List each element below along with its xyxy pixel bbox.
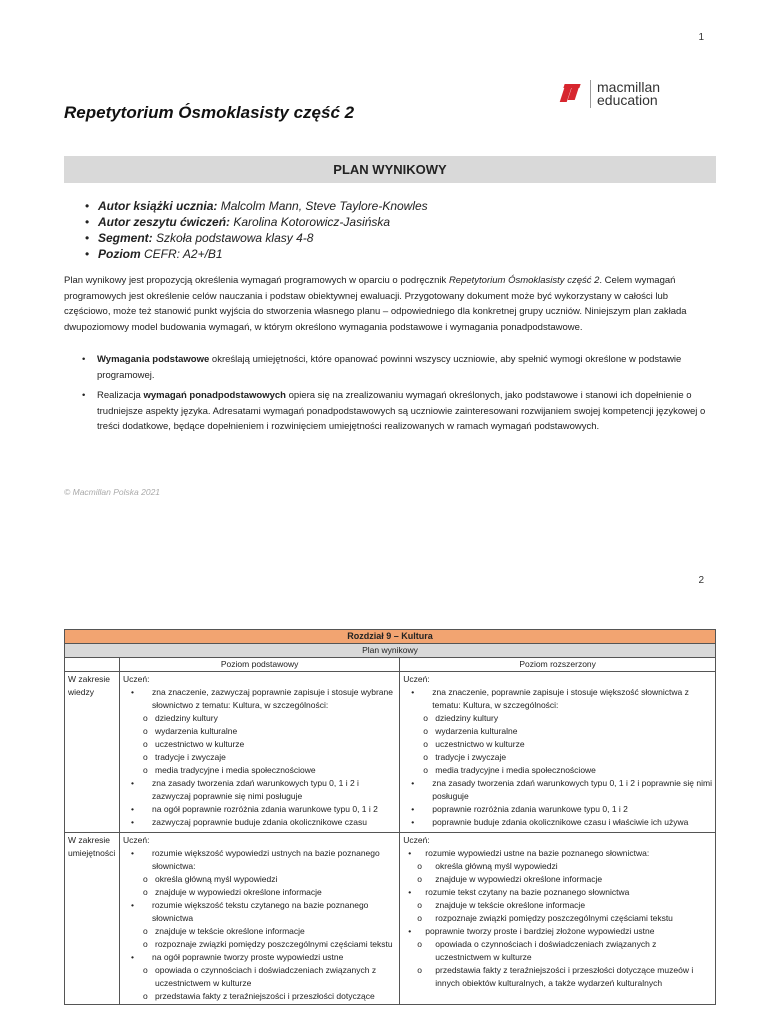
- list-item: o rozpoznaje związki pomiędzy poszczególnymi częściami tekstu: [123, 938, 396, 951]
- logo-divider: [590, 80, 591, 108]
- list-item: • poprawnie rozróżnia zdania warunkowe typu 0, 1 i 2: [403, 803, 712, 816]
- cell-intro: Uczeń:: [403, 835, 430, 845]
- chapter-title: Rozdział 9 – Kultura: [65, 630, 716, 644]
- list-item: o tradycje i zwyczaje: [403, 751, 712, 764]
- list-item: o dziedziny kultury: [123, 712, 396, 725]
- list-item: o uczestnictwo w kulturze: [403, 738, 712, 751]
- list-item: o przedstawia fakty z teraźniejszości i przeszłości dotyczące: [123, 990, 396, 1003]
- list-item: • zazwyczaj poprawnie buduje zdania okolicznikowe czasu: [123, 816, 396, 829]
- page-number: 1: [698, 32, 704, 43]
- list-item: o znajduje w tekście określone informacje: [403, 899, 712, 912]
- list-item: • rozumie większość tekstu czytanego na bazie poznanego słownictwa: [123, 899, 396, 925]
- list-item: o znajduje w wypowiedzi określone informacje: [123, 886, 396, 899]
- meta-item: • Poziom CEFR: A2+/B1: [98, 246, 428, 262]
- row-label: W zakresie wiedzy: [65, 672, 120, 833]
- meta-item: • Autor zeszytu ćwiczeń: Karolina Kotorowicz-Jasińska: [98, 214, 428, 230]
- cell-intro: Uczeń:: [123, 835, 150, 845]
- extended-cell: [400, 672, 716, 833]
- logo-word-1: macmillan: [597, 79, 661, 95]
- plan-banner: PLAN WYNIKOWY: [64, 156, 716, 183]
- list-item: o przedstawia fakty z teraźniejszości i przeszłości dotyczące muzeów i innych obiektów kulturalnych, a także wydarzeń kulturalnych: [403, 964, 712, 990]
- list-item: • poprawnie tworzy proste i bardziej złożone wypowiedzi ustne: [403, 925, 712, 938]
- list-item: o opowiada o czynnościach i doświadczeniach związanych z uczestnictwem w kulturze: [123, 964, 396, 990]
- macmillan-education-logo: [560, 78, 670, 110]
- copyright: © Macmillan Polska 2021: [64, 487, 161, 497]
- list-item: • na ogół poprawnie tworzy proste wypowiedzi ustne: [123, 951, 396, 964]
- list-item: o media tradycyjne i media społecznościowe: [123, 764, 396, 777]
- list-item: • zna znaczenie, poprawnie zapisuje i stosuje większość słownictwa z tematu: Kultura, w szczególności:: [403, 686, 712, 712]
- list-item: o znajduje w wypowiedzi określone informacje: [403, 873, 712, 886]
- row-label: W zakresie umiejętności: [65, 833, 120, 1005]
- plan-table: [64, 629, 716, 1005]
- cell-intro: Uczeń:: [403, 674, 430, 684]
- list-item: • rozumie tekst czytany na bazie poznanego słownictwa: [403, 886, 712, 899]
- list-item: o wydarzenia kulturalne: [123, 725, 396, 738]
- logo-word-2: education: [597, 92, 658, 108]
- extended-requirements-bullet: • Realizacja wymagań ponadpodstawowych opiera się na zrealizowaniu wymagań określonych, jako podstawowe i stanowi ich dopełnienie o trudniejsze aspekty języka. Adresatami wymagań ponadpodstawowych są uczniowie zainteresowani rozwijaniem swojej kompetencji językowej o treści dodatkowe, będące dopełnieniem i rozwinięciem umiejętności realizowanych w ramach wymagań podstawowych.: [82, 388, 727, 435]
- table-row: [65, 672, 716, 833]
- list-item: • rozumie większość wypowiedzi ustnych na bazie poznanego słownictwa:: [123, 847, 396, 873]
- header-extended-level: Poziom rozszerzony: [400, 658, 716, 672]
- list-item: o wydarzenia kulturalne: [403, 725, 712, 738]
- list-item: o tradycje i zwyczaje: [123, 751, 396, 764]
- basic-cell: [120, 833, 400, 1005]
- intro-paragraph: Plan wynikowy jest propozycją określenia wymagań programowych w oparciu o podręcznik Repetytorium Ósmoklasisty część 2. Celem wymagań programowych jest określenie celów nauczania i podstaw obiektywnej ewaluacji. Przygotowany dokument może być wykorzystany w całości lub częściowo, może też stanowić punkt wyjścia do stworzenia własnego planu – odpowiedniego dla konkretnej grupy uczniów. Niniejszym plan zakłada dwupoziomowy model budowania wymagań, w którym określono wymagania podstawowe i wymagania ponadpodstawowe.: [64, 275, 687, 333]
- list-item: o rozpoznaje związki pomiędzy poszczególnymi częściami tekstu: [403, 912, 712, 925]
- list-item: o znajduje w tekście określone informacje: [123, 925, 396, 938]
- basic-requirements-bullet: • Wymagania podstawowe określają umiejętności, które opanować powinni wszyscy uczniowie, aby spełnić wymogi określone w podstawie programowej.: [82, 352, 727, 383]
- list-item: o media tradycyjne i media społecznościowe: [403, 764, 712, 777]
- basic-cell: [120, 672, 400, 833]
- header-empty: [65, 658, 120, 672]
- table-row: [65, 833, 716, 1005]
- list-item: o określa główną myśl wypowiedzi: [403, 860, 712, 873]
- list-item: • poprawnie buduje zdania okolicznikowe czasu i właściwie ich używa: [403, 816, 712, 829]
- table-subtitle: Plan wynikowy: [65, 644, 716, 658]
- list-item: • rozumie wypowiedzi ustne na bazie poznanego słownictwa:: [403, 847, 712, 860]
- list-item: • zna zasady tworzenia zdań warunkowych typu 0, 1 i 2 i zazwyczaj poprawnie się nimi posługuje: [123, 777, 396, 803]
- list-item: o uczestnictwo w kulturze: [123, 738, 396, 751]
- list-item: o opowiada o czynnościach i doświadczeniach związanych z uczestnictwem w kulturze: [403, 938, 712, 964]
- meta-item: • Segment: Szkoła podstawowa klasy 4-8: [98, 230, 428, 246]
- list-item: • na ogół poprawnie rozróżnia zdania warunkowe typu 0, 1 i 2: [123, 803, 396, 816]
- list-item: • zna zasady tworzenia zdań warunkowych typu 0, 1 i 2 i poprawnie się nimi posługuje: [403, 777, 712, 803]
- list-item: o określa główną myśl wypowiedzi: [123, 873, 396, 886]
- book-metadata-list: [82, 198, 428, 262]
- cell-intro: Uczeń:: [123, 674, 150, 684]
- meta-item: • Autor książki ucznia: Malcolm Mann, Steve Taylore-Knowles: [98, 198, 428, 214]
- extended-cell: [400, 833, 716, 1005]
- document-title: Repetytorium Ósmoklasisty część 2: [64, 103, 355, 122]
- macmillan-logo-icon: [560, 84, 584, 104]
- list-item: o dziedziny kultury: [403, 712, 712, 725]
- header-basic-level: Poziom podstawowy: [120, 658, 400, 672]
- list-item: • zna znaczenie, zazwyczaj poprawnie zapisuje i stosuje wybrane słownictwo z tematu: Kultura, w szczególności:: [123, 686, 396, 712]
- page-number: 2: [698, 575, 704, 586]
